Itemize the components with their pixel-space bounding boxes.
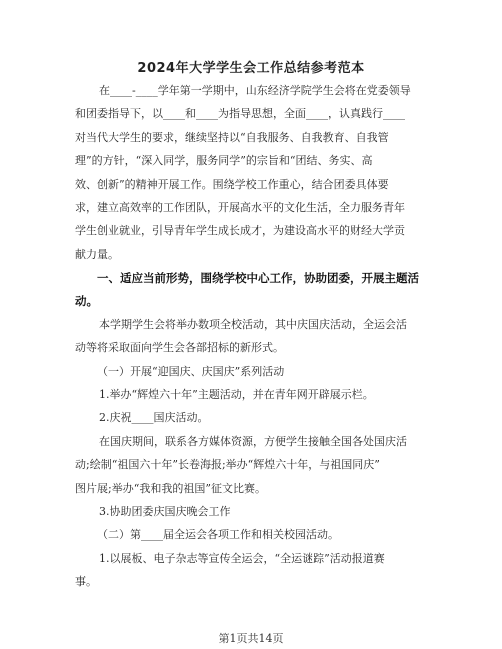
body-line: 动等将采取面向学生会各部招标的新形式。 <box>75 341 284 354</box>
section-heading: 一、适应当前形势，围绕学校中心工作，协助团委，开展主题活 <box>97 271 419 285</box>
body-line: 动;绘制“祖国六十年”长卷海报;举办“辉煌六十年，与祖国同庆” <box>75 458 380 471</box>
body-line: 在____-____学年第一学期中，山东经济学院学生会将在党委领导 <box>99 84 411 97</box>
list-item: 1.举办“辉煌六十年”主题活动，并在青年网开辟展示栏。 <box>99 388 374 401</box>
body-line: 学生创业就业，引导青年学生成长成才，为建设高水平的财经大学贡 <box>75 224 405 237</box>
list-item: 2.庆祝____国庆活动。 <box>99 411 209 424</box>
body-line: 对当代大学生的要求，继续坚持以“自我服务、自我教育、自我管 <box>75 131 389 144</box>
body-line: 事。 <box>75 575 97 588</box>
body-line: 效、创新”的精神开展工作。围绕学校工作重心，结合团委具体要 <box>75 178 389 191</box>
subsection-heading: （二）第____届全运会各项工作和相关校园活动。 <box>97 528 339 541</box>
body-line: 求，建立高效率的工作团队，开展高水平的文化生活，全力服务青年 <box>75 201 405 214</box>
page-title: 2024年大学学生会工作总结参考范本 <box>137 61 365 76</box>
body-line: 理”的方针，“深入同学，服务同学”的宗旨和“团结、务实、高 <box>75 154 373 167</box>
list-item: 1.以展板、电子杂志等宣传全运会，“全运谜踪”活动报道赛 <box>99 552 385 565</box>
subsection-heading: （一）开展“迎国庆、庆国庆”系列活动 <box>97 365 285 378</box>
page-number: 第1页共14页 <box>218 632 284 645</box>
body-line: 和团委指导下，以____和____为指导思想，全面____，认真践行____ <box>75 107 405 120</box>
section-heading-cont: 动。 <box>75 294 98 308</box>
body-line: 在国庆期间，联系各方媒体资源，方便学生接触全国各处国庆活 <box>99 435 407 448</box>
list-item: 3.协助团委庆国庆晚会工作 <box>99 505 231 518</box>
body-line: 献力量。 <box>75 248 119 261</box>
body-line: 图片展;举办“我和我的祖国”征文比赛。 <box>75 482 266 495</box>
body-line: 本学期学生会将举办数项全校活动，其中庆国庆活动，全运会活 <box>99 318 407 331</box>
